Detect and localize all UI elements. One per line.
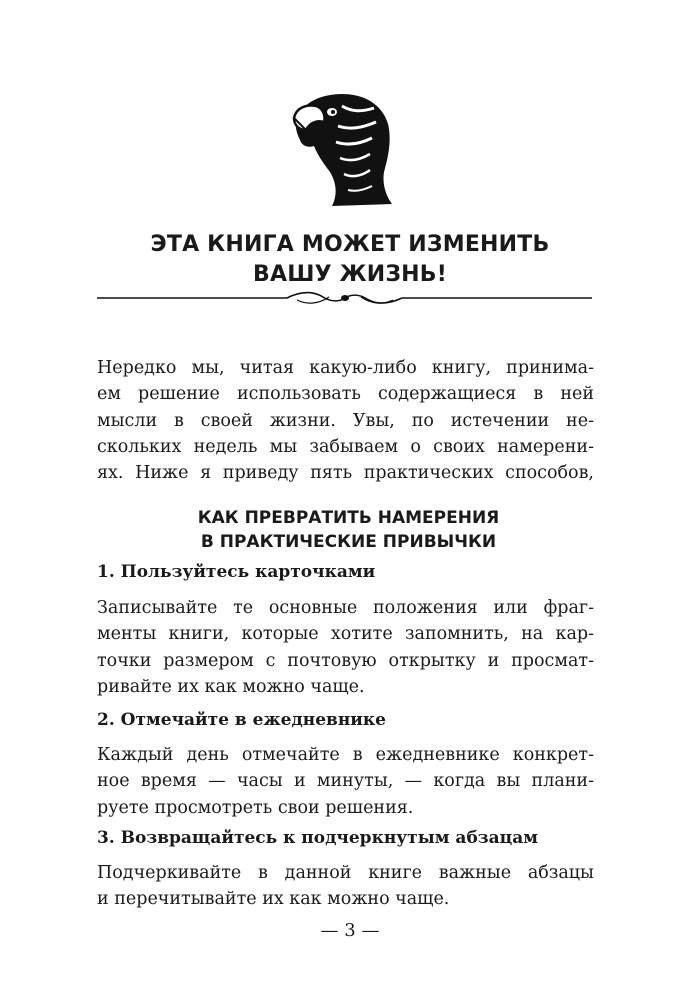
text-line: ное время — часы и минуты, — когда вы плани- — [97, 771, 594, 792]
text-line: Подчеркивайте в данной книге важные абзацы — [97, 863, 594, 883]
tip-heading: 1. Пользуйтесь карточками — [97, 562, 376, 582]
text-line: ях. Ниже я приведу пять практических способов, — [97, 463, 594, 484]
title-line: ВАШУ ЖИЗНЬ! — [253, 262, 447, 287]
section-heading-line: В ПРАКТИЧЕСКИЕ ПРИВЫЧКИ — [200, 532, 497, 552]
text-line: Записывайте те основные положения или фраг- — [97, 598, 594, 618]
ornamental-divider — [97, 288, 592, 308]
text-line: Нередко мы, читая какую-либо книгу, принима- — [97, 358, 594, 378]
section-heading-line: КАК ПРЕВРАТИТЬ НАМЕРЕНИЯ — [197, 508, 500, 528]
text-line: Каждый день отмечайте в ежедневнике конкрет- — [97, 745, 594, 765]
text-line: ем решение использовать содержащиеся в ней — [97, 384, 594, 405]
text-line: и перечитывайте их как можно чаще. — [97, 889, 450, 910]
section-heading — [100, 506, 597, 554]
text-line: точки размером с почтовую открытку и просмат- — [97, 650, 594, 671]
tip-paragraph — [97, 742, 594, 821]
text-line: ривайте их как можно чаще. — [97, 676, 365, 697]
text-line: менты книги, которые хотите запомнить, на кар- — [97, 624, 594, 645]
tip-paragraph — [97, 595, 594, 700]
page-title — [100, 230, 600, 290]
page-number: — 3 — — [320, 920, 380, 941]
tip-heading: 3. Возвращайтесь к подчеркнутым абзацам — [97, 828, 538, 848]
tip-heading: 2. Отмечайте в ежедневнике — [97, 710, 386, 730]
text-line: руете просмотреть свои решения. — [97, 797, 414, 818]
eagle-head-icon — [292, 86, 396, 208]
intro-paragraph — [97, 355, 594, 486]
title-line: ЭТА КНИГА МОЖЕТ ИЗМЕНИТЬ — [150, 232, 550, 257]
text-line: скольких недель мы забываем о своих намерени- — [97, 436, 594, 457]
tip-paragraph — [97, 860, 594, 913]
text-line: мысли в своей жизни. Увы, по истечении не- — [97, 410, 594, 431]
